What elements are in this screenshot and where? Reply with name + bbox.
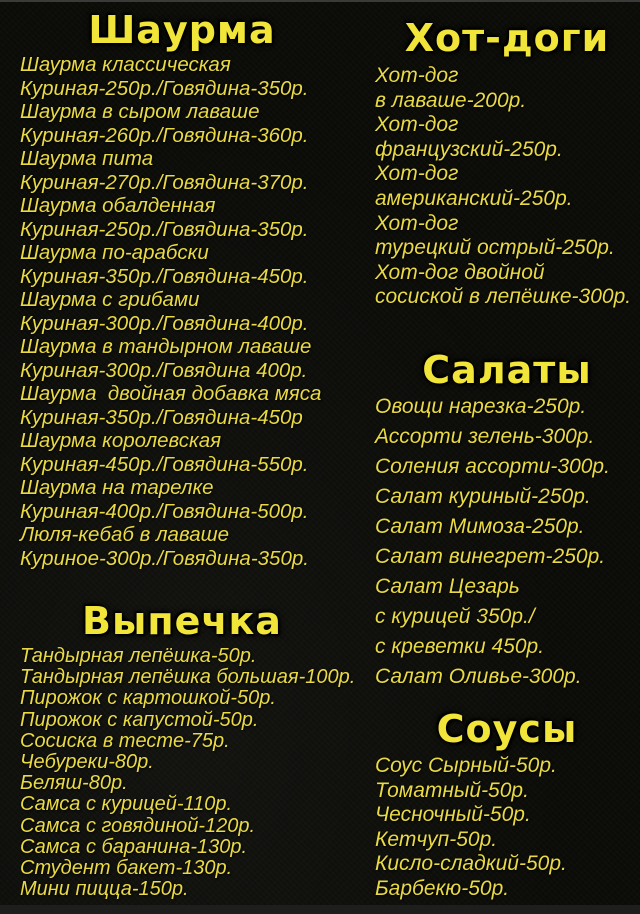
menu-line: Кисло-сладкий-50р. — [375, 852, 567, 876]
menu-line: Шаурма в тандырном лаваше — [20, 335, 312, 358]
menu-line: Самса с курицей-110р. — [20, 793, 233, 816]
menu-line: Ассорти зелень-300р. — [375, 424, 595, 448]
menu-line: Соус Сырный-50р. — [375, 753, 557, 777]
menu-line: Куриная-350р./Говядина-450р — [20, 405, 303, 429]
menu-line: Куриная-400р./Говядина-500р. — [20, 499, 309, 523]
section-sauces — [320, 707, 640, 902]
menu-line: Шаурма по-арабски — [20, 241, 209, 264]
menu-line: Соления ассорти-300р. — [375, 454, 610, 478]
menu-line: сосиской в лепёшке-300р. — [375, 285, 632, 309]
menu-line: Куриная-250р./Говядина-350р. — [20, 76, 309, 100]
menu-line: Самса с говядиной-120р. — [20, 814, 256, 837]
menu-line: Шаурма с грибами — [20, 288, 200, 311]
menu-line: Студент бакет-130р. — [20, 857, 233, 880]
menu-line: Шаурма классическая — [20, 53, 231, 76]
menu-line: Куриная-250р./Говядина-350р. — [20, 217, 309, 241]
section-lines-shaurma — [0, 53, 320, 570]
menu-line: американский-250р. — [375, 186, 573, 210]
menu-line: Куриная-300р./Говядина 400р. — [20, 358, 308, 382]
menu-line: с курицей 350р./ — [375, 604, 535, 628]
menu-line: турецкий острый-250р. — [375, 236, 615, 260]
section-vypechka — [0, 599, 356, 901]
menu-line: Куриная-450р./Говядина-550р. — [20, 452, 309, 476]
menu-line: Куриное-300р./Говядина-350р. — [20, 546, 309, 570]
section-salads — [320, 348, 640, 692]
menu-line: Шаурма королевская — [20, 429, 222, 452]
section-lines-sauces — [320, 754, 640, 902]
menu-line: Хот-дог — [375, 211, 459, 235]
menu-line: Шаурма пита — [20, 147, 154, 170]
menu-line: Томатный-50р. — [375, 778, 529, 802]
menu-line: Беляш-80р. — [20, 772, 128, 795]
section-title-hotdogs: Хот-доги — [404, 16, 610, 60]
section-lines-vypechka — [0, 645, 356, 901]
menu-line: Шаурма двойная добавка мяса — [20, 382, 322, 405]
section-title-vypechka: Выпечка — [82, 599, 282, 643]
menu-line: Барбекю-50р. — [375, 876, 510, 900]
menu-line: Тандырная лепёшка-50р. — [20, 645, 257, 667]
menu-line: Пирожок с капустой-50р. — [20, 708, 259, 731]
section-title-salads: Салаты — [422, 347, 592, 392]
section-hotdogs — [320, 16, 640, 310]
menu-line: Салат винегрет-250р. — [375, 544, 606, 568]
section-title-sauces: Соусы — [436, 706, 578, 751]
menu-line: Куриная-300р./Говядина-400р. — [20, 311, 309, 335]
menu-line: Пирожок с картошкой-50р. — [20, 687, 276, 710]
menu-line: Тандырная лепёшка большая-100р. — [20, 666, 356, 689]
menu-line: Самса с баранина-130р. — [20, 835, 248, 858]
menu-line: Чебуреки-80р. — [20, 751, 154, 774]
menu-line: Шаурма обалденная — [20, 194, 216, 217]
menu-line: Салат Оливье-300р. — [375, 664, 582, 688]
section-title-shaurma: Шаурма — [88, 8, 276, 52]
section-shaurma — [0, 8, 320, 570]
menu-line: Мини пицца-150р. — [20, 878, 189, 901]
section-lines-hotdogs — [320, 64, 640, 310]
menu-line: Хот-дог — [375, 64, 459, 87]
menu-line: Шаурма на тарелке — [20, 476, 214, 499]
menu-line: Хот-дог — [375, 113, 459, 137]
menu-line: с креветки 450р. — [375, 634, 545, 658]
menu-line: Салат Цезарь — [375, 574, 520, 598]
menu-line: Овощи нарезка-250р. — [375, 394, 587, 418]
menu-line: французский-250р. — [375, 137, 563, 161]
menu-line: Куриная-350р./Говядина-450р. — [20, 264, 309, 288]
menu-line: Куриная-260р./Говядина-360р. — [20, 123, 309, 147]
menu-column-right — [320, 0, 640, 914]
menu-line: Шаурма в сыром лаваше — [20, 100, 260, 123]
menu-line: Хот-дог двойной — [375, 260, 545, 284]
menu-line: Салат куриный-250р. — [375, 484, 591, 508]
page-bottom-edge — [0, 905, 640, 914]
menu-line: Чесночный-50р. — [375, 803, 531, 827]
menu-line: Кетчуп-50р. — [375, 827, 498, 851]
menu-line: Салат Мимоза-250р. — [375, 514, 585, 538]
menu-line: Люля-кебаб в лаваше — [20, 523, 230, 546]
menu-line: Сосиска в тесте-75р. — [20, 729, 230, 752]
menu-line: в лаваше-200р. — [375, 88, 527, 112]
menu-line: Хот-дог — [375, 162, 459, 186]
menu-line: Куриная-270р./Говядина-370р. — [20, 170, 309, 194]
section-lines-salads — [320, 392, 640, 692]
